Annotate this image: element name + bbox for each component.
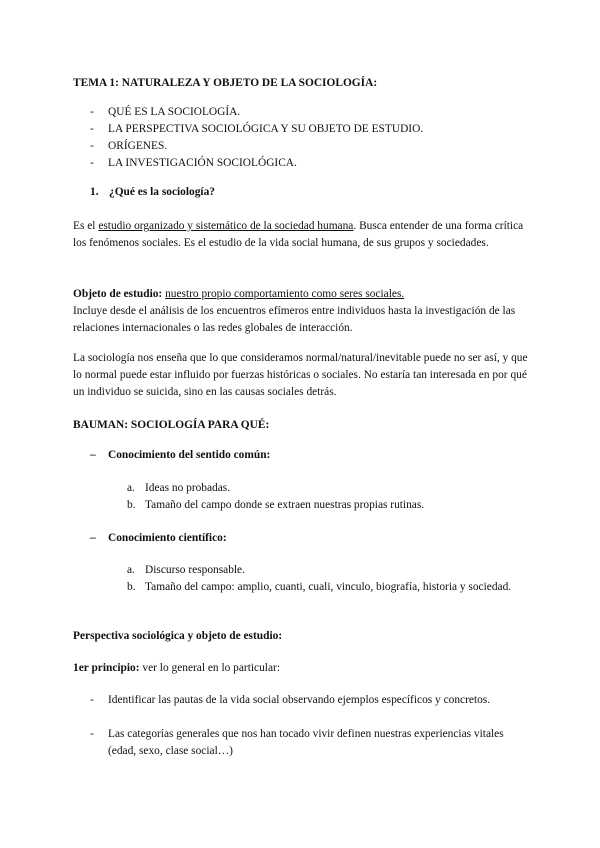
principle-text: ver lo general en lo particular: bbox=[139, 662, 280, 674]
bullet: - bbox=[90, 140, 94, 152]
list-item: Ideas no probadas. bbox=[145, 482, 231, 494]
principle-label: 1er principio: bbox=[73, 662, 140, 674]
list-letter: b. bbox=[127, 581, 136, 593]
topic-item: LA INVESTIGACIÓN SOCIOLÓGICA. bbox=[108, 157, 297, 169]
list-letter: b. bbox=[127, 499, 136, 511]
bauman-heading: BAUMAN: SOCIOLOGÍA PARA QUÉ: bbox=[73, 419, 270, 431]
underlined-definition: estudio organizado y sistemático de la sociedad humana bbox=[98, 220, 354, 232]
list-item: Las categorías generales que nos han tocado vivir definen nuestras experiencias vitales (edad, sexo, clase social…) bbox=[108, 728, 504, 757]
perspectiva-heading: Perspectiva sociológica y objeto de estudio: bbox=[73, 630, 283, 642]
list-item: Identificar las pautas de la vida social observando ejemplos específicos y concretos. bbox=[108, 694, 491, 706]
paragraph-text: Incluye desde el análisis de los encuentros efímeros entre individuos hasta la investigación de las relaciones internacionales o las redes globales de interacción. bbox=[73, 305, 516, 334]
section-heading: ¿Qué es la sociología? bbox=[109, 186, 215, 198]
section-number: 1. bbox=[90, 186, 99, 198]
topic-item: QUÉ ES LA SOCIOLOGÍA. bbox=[108, 106, 241, 118]
common-knowledge-label: Conocimiento del sentido común: bbox=[108, 449, 271, 461]
bullet: - bbox=[90, 123, 94, 135]
list-item: Tamaño del campo donde se extraen nuestras propias rutinas. bbox=[145, 499, 425, 511]
list-item: Tamaño del campo: amplio, cuanti, cuali, vinculo, biografía, historia y sociedad. bbox=[145, 581, 512, 593]
document-title: TEMA 1: NATURALEZA Y OBJETO DE LA SOCIOLOGÍA: bbox=[73, 77, 378, 89]
bullet: - bbox=[90, 694, 94, 706]
bullet: - bbox=[90, 157, 94, 169]
paragraph-normality: La sociología nos enseña que lo que consideramos normal/natural/inevitable puede no ser así, y que lo normal puede estar influido por fuerzas históricas o sociales. No estaría tan interesada en por qué un individuo se suicida, sino en las causas sociales detrás. bbox=[73, 352, 528, 398]
scientific-knowledge-label: Conocimiento científico: bbox=[108, 532, 227, 544]
topic-item: LA PERSPECTIVA SOCIOLÓGICA Y SU OBJETO DE ESTUDIO. bbox=[108, 123, 424, 135]
paragraph-object bbox=[73, 286, 533, 337]
paragraph-text: . Busca entender de una forma crítica los fenómenos sociales. Es el estudio de la vida social humana, de sus grupos y sociedades. bbox=[73, 220, 524, 249]
bullet: - bbox=[90, 106, 94, 118]
bullet: – bbox=[90, 449, 96, 461]
principle-line bbox=[73, 660, 533, 677]
object-label: Objeto de estudio: bbox=[73, 288, 163, 300]
topic-item: ORÍGENES. bbox=[108, 140, 168, 152]
paragraph-definition bbox=[73, 218, 533, 252]
list-letter: a. bbox=[127, 482, 135, 494]
list-letter: a. bbox=[127, 564, 135, 576]
bullet: – bbox=[90, 532, 96, 544]
bullet: - bbox=[90, 728, 94, 740]
underlined-object: nuestro propio comportamiento como seres sociales. bbox=[165, 288, 405, 300]
list-item: Discurso responsable. bbox=[145, 564, 245, 576]
paragraph-text: Es el bbox=[73, 220, 99, 232]
